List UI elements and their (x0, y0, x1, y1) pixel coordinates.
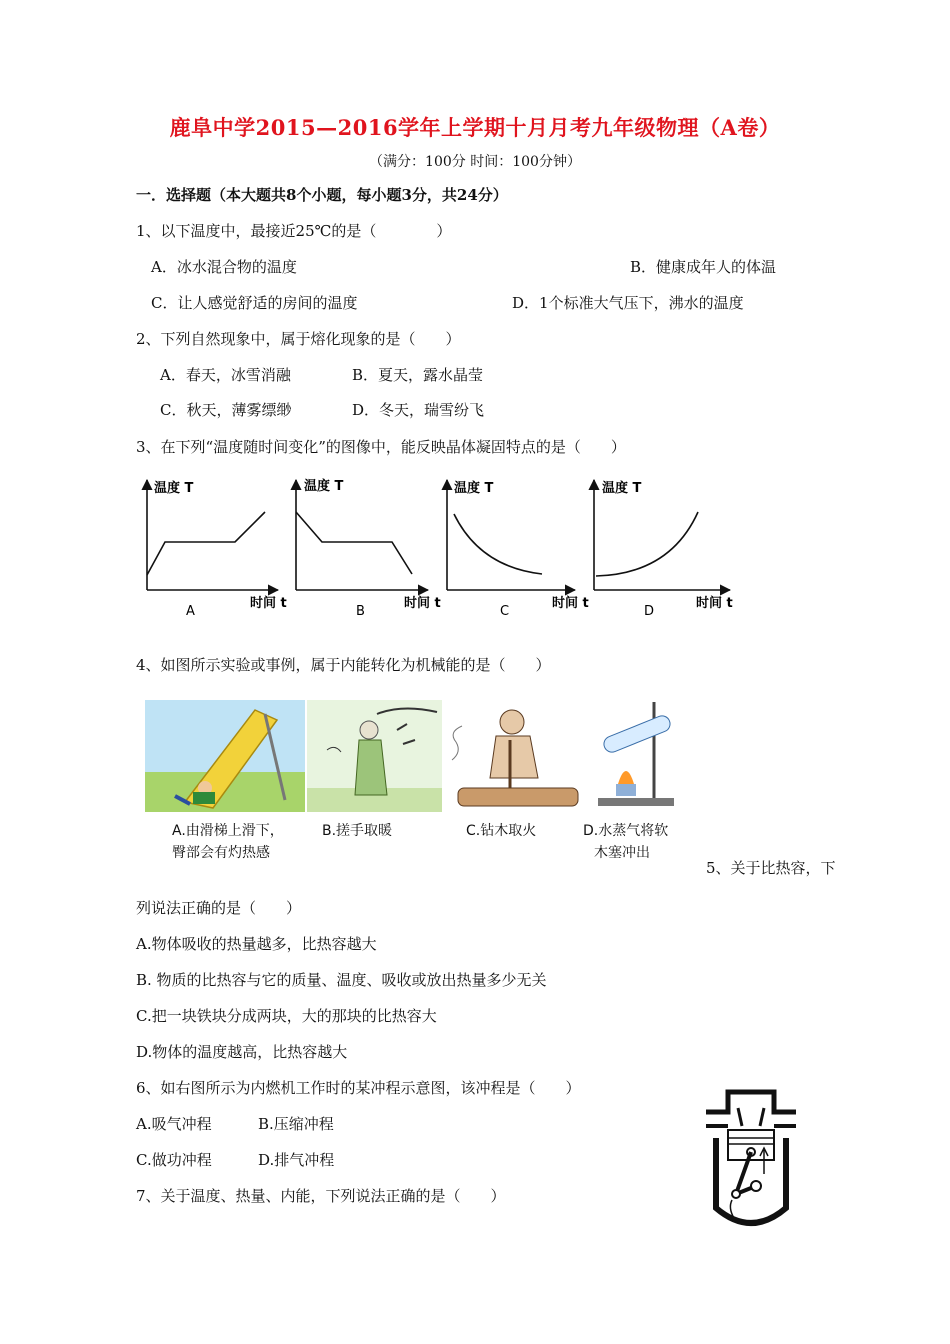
q4-stem: 4、如图所示实验或事例，属于内能转化为机械能的是（ ） (136, 656, 551, 674)
graph-c (447, 480, 589, 619)
q5-stem-part2: 列说法正确的是（ ） (136, 899, 302, 917)
rubbing-hands-scene-image (307, 700, 442, 812)
q4-caption-a-line2: 臀部会有灼热感 (172, 845, 270, 861)
q2-option-a: A．春天，冰雪消融 (160, 366, 291, 384)
graph-b-ylabel: 温度 T (304, 479, 344, 494)
q2-option-c: C．秋天，薄雾缥缈 (160, 401, 292, 419)
graph-d-xlabel: 时间 t (696, 596, 733, 611)
q6-option-c: C.做功冲程 (136, 1151, 212, 1169)
q7-stem: 7、关于温度、热量、内能，下列说法正确的是（ ） (136, 1187, 506, 1205)
q4-caption-d-line2: 木塞冲出 (594, 845, 650, 861)
steam-cork-scene-image (588, 700, 688, 812)
q1-option-a: A．冰水混合物的温度 (151, 258, 297, 276)
graph-a (147, 480, 287, 619)
graph-b (296, 478, 441, 619)
graph-d (594, 480, 733, 619)
graph-a-label: A (186, 604, 195, 619)
q5-option-b: B. 物质的比热容与它的质量、温度、吸收或放出热量多少无关 (136, 971, 547, 989)
q6-option-a: A.吸气冲程 (136, 1115, 212, 1133)
q5-option-a: A.物体吸收的热量越多，比热容越大 (136, 935, 377, 953)
graph-b-label: B (356, 604, 365, 619)
graph-b-xlabel: 时间 t (404, 596, 441, 611)
q1-stem: 1、以下温度中，最接近25℃的是（ ） (136, 222, 452, 240)
q5-stem-part1: 5、关于比热容，下 (706, 859, 836, 877)
q6-option-b: B.压缩冲程 (258, 1115, 334, 1133)
q4-caption-b: B.搓手取暖 (322, 823, 393, 839)
q4-caption-d-line1: D.水蒸气将软 (583, 823, 669, 839)
slide-scene-image (145, 700, 305, 812)
graph-c-xlabel: 时间 t (552, 596, 589, 611)
temperature-graphs (130, 472, 770, 626)
q1-option-b: B．健康成年人的体温 (630, 258, 777, 276)
engine-stroke-diagram (698, 1078, 804, 1236)
graph-a-ylabel: 温度 T (154, 481, 194, 496)
q6-option-d: D.排气冲程 (258, 1151, 335, 1169)
q1-option-d: D．1个标准大气压下，沸水的温度 (512, 294, 744, 312)
graph-a-xlabel: 时间 t (250, 596, 287, 611)
q2-stem: 2、下列自然现象中，属于熔化现象的是（ ） (136, 330, 461, 348)
graph-c-ylabel: 温度 T (454, 481, 494, 496)
page-subtitle: （满分：100分 时间：100分钟） (369, 154, 581, 170)
q3-stem: 3、在下列“温度随时间变化”的图像中，能反映晶体凝固特点的是（ ） (136, 438, 626, 456)
graph-d-ylabel: 温度 T (602, 481, 642, 496)
q1-option-c: C．让人感觉舒适的房间的温度 (151, 294, 358, 312)
q2-option-d: D．冬天，瑞雪纷飞 (352, 401, 485, 419)
page-title: 鹿阜中学2015—2016学年上学期十月月考九年级物理（A卷） (169, 115, 781, 140)
q4-caption-c: C.钻木取火 (466, 823, 537, 839)
q5-option-c: C.把一块铁块分成两块，大的那块的比热容大 (136, 1007, 437, 1025)
q5-option-d: D.物体的温度越高，比热容越大 (136, 1043, 348, 1061)
q4-caption-a-line1: A.由滑梯上滑下， (172, 823, 284, 839)
section-heading: 一．选择题（本大题共8个小题，每小题3分，共24分） (136, 186, 508, 204)
graph-d-label: D (644, 604, 655, 619)
drilling-wood-scene-image (444, 700, 584, 812)
q2-option-b: B．夏天，露水晶莹 (352, 366, 484, 384)
graph-c-label: C (500, 604, 510, 619)
q6-stem: 6、如右图所示为内燃机工作时的某冲程示意图，该冲程是（ ） (136, 1079, 581, 1097)
